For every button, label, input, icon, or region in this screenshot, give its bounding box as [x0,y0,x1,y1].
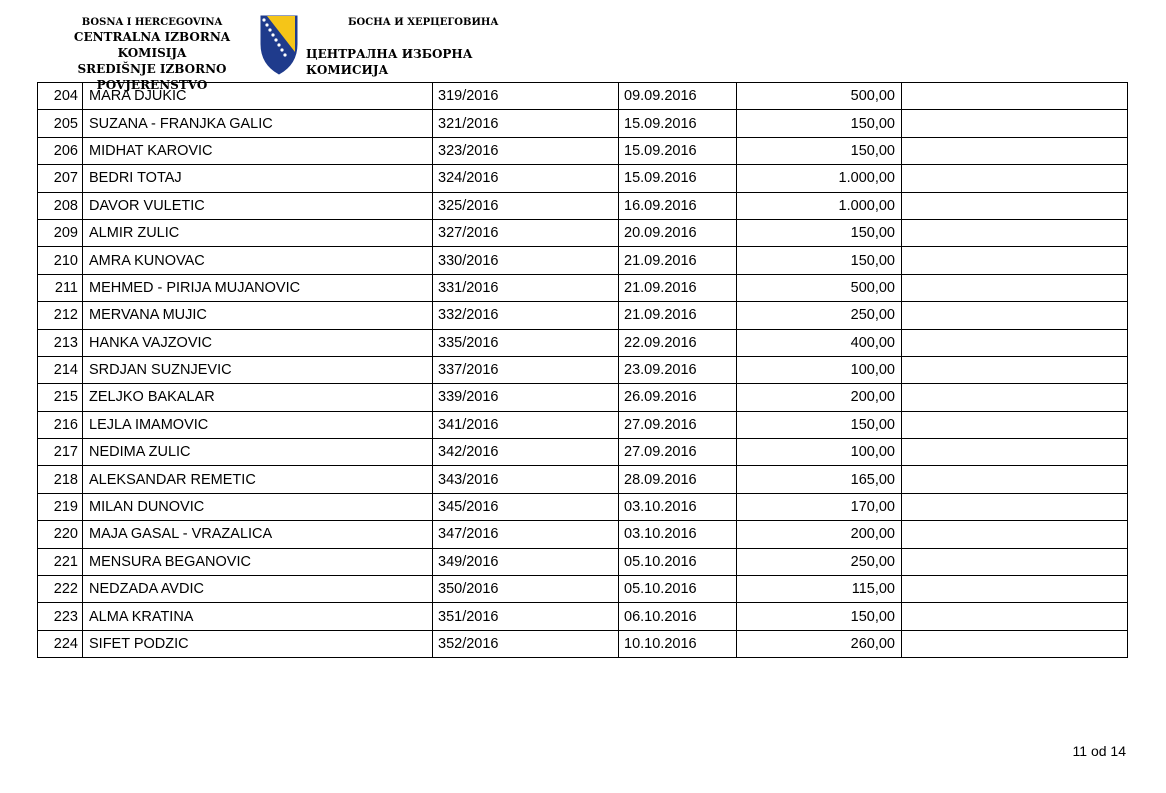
empty-cell [902,110,1128,137]
name-cell: MILAN DUNOVIC [83,493,433,520]
decision-number-cell: 324/2016 [433,165,619,192]
amount-cell: 260,00 [737,630,902,657]
empty-cell [902,603,1128,630]
date-cell: 27.09.2016 [619,411,737,438]
amount-cell: 500,00 [737,83,902,110]
table-row [38,356,1128,383]
empty-cell [902,329,1128,356]
amount-cell: 500,00 [737,274,902,301]
row-number-cell: 215 [38,384,83,411]
name-cell: SIFET PODZIC [83,630,433,657]
empty-cell [902,466,1128,493]
row-number-cell: 223 [38,603,83,630]
amount-cell: 100,00 [737,356,902,383]
amount-cell: 115,00 [737,576,902,603]
amount-cell: 200,00 [737,521,902,548]
decision-number-cell: 319/2016 [433,83,619,110]
empty-cell [902,137,1128,164]
amount-cell: 200,00 [737,384,902,411]
name-cell: ALMA KRATINA [83,603,433,630]
row-number-cell: 205 [38,110,83,137]
cyrillic-commission-name: ЦЕНТРАЛНА ИЗБОРНА КОМИСИЈА [306,47,473,77]
amount-cell: 150,00 [737,110,902,137]
amount-cell: 165,00 [737,466,902,493]
table-row [38,630,1128,657]
date-cell: 16.09.2016 [619,192,737,219]
table-row [38,411,1128,438]
empty-cell [902,548,1128,575]
date-cell: 21.09.2016 [619,247,737,274]
date-cell: 27.09.2016 [619,439,737,466]
row-number-cell: 212 [38,302,83,329]
decision-number-cell: 350/2016 [433,576,619,603]
table-row [38,302,1128,329]
table-row [38,110,1128,137]
table-row [38,521,1128,548]
empty-cell [902,219,1128,246]
row-number-cell: 216 [38,411,83,438]
table-row [38,274,1128,301]
decision-number-cell: 321/2016 [433,110,619,137]
name-cell: SRDJAN SUZNJEVIC [83,356,433,383]
date-cell: 03.10.2016 [619,521,737,548]
decision-number-cell: 323/2016 [433,137,619,164]
date-cell: 05.10.2016 [619,548,737,575]
row-number-cell: 217 [38,439,83,466]
table-row [38,384,1128,411]
empty-cell [902,411,1128,438]
amount-cell: 100,00 [737,439,902,466]
amount-cell: 150,00 [737,411,902,438]
empty-cell [902,83,1128,110]
document-header [0,0,1166,92]
empty-cell [902,192,1128,219]
row-number-cell: 220 [38,521,83,548]
empty-cell [902,274,1128,301]
cyrillic-country-name: БОСНА И ХЕРЦЕГОВИНА [348,17,499,28]
name-cell: SUZANA - FRANJKA GALIC [83,110,433,137]
empty-cell [902,439,1128,466]
date-cell: 22.09.2016 [619,329,737,356]
date-cell: 06.10.2016 [619,603,737,630]
decision-number-cell: 327/2016 [433,219,619,246]
decision-number-cell: 341/2016 [433,411,619,438]
name-cell: NEDZADA AVDIC [83,576,433,603]
table-row [38,165,1128,192]
name-cell: LEJLA IMAMOVIC [83,411,433,438]
name-cell: ALEKSANDAR REMETIC [83,466,433,493]
date-cell: 03.10.2016 [619,493,737,520]
decision-number-cell: 330/2016 [433,247,619,274]
date-cell: 28.09.2016 [619,466,737,493]
table-row [38,192,1128,219]
table-row [38,603,1128,630]
table-row [38,83,1128,110]
date-cell: 15.09.2016 [619,165,737,192]
table-row [38,548,1128,575]
decision-number-cell: 347/2016 [433,521,619,548]
decision-number-cell: 339/2016 [433,384,619,411]
row-number-cell: 211 [38,274,83,301]
decision-number-cell: 331/2016 [433,274,619,301]
latin-commission-name: CENTRALNA IZBORNA KOMISIJA [73,30,231,60]
date-cell: 21.09.2016 [619,274,737,301]
decision-number-cell: 335/2016 [433,329,619,356]
row-number-cell: 222 [38,576,83,603]
latin-commission-alt-name: SREDIŠNJE IZBORNO POVJERENSTVO [77,62,227,92]
table-row [38,247,1128,274]
name-cell: MAJA GASAL - VRAZALICA [83,521,433,548]
empty-cell [902,576,1128,603]
empty-cell [902,247,1128,274]
empty-cell [902,356,1128,383]
latin-country-name: BOSNA I HERCEGOVINA [81,17,223,28]
page-number: 11 od 14 [1072,743,1126,759]
name-cell: DAVOR VULETIC [83,192,433,219]
name-cell: BEDRI TOTAJ [83,165,433,192]
table-row [38,329,1128,356]
row-number-cell: 209 [38,219,83,246]
amount-cell: 250,00 [737,302,902,329]
date-cell: 23.09.2016 [619,356,737,383]
table-row [38,493,1128,520]
name-cell: MENSURA BEGANOVIC [83,548,433,575]
table-row [38,219,1128,246]
table-row [38,439,1128,466]
decision-number-cell: 342/2016 [433,439,619,466]
date-cell: 21.09.2016 [619,302,737,329]
fines-register-table [37,82,1128,658]
date-cell: 05.10.2016 [619,576,737,603]
amount-cell: 250,00 [737,548,902,575]
decision-number-cell: 325/2016 [433,192,619,219]
amount-cell: 150,00 [737,219,902,246]
fines-register-body [38,83,1128,658]
name-cell: MEHMED - PIRIJA MUJANOVIC [83,274,433,301]
cyrillic-header-block [300,16,540,78]
date-cell: 09.09.2016 [619,83,737,110]
decision-number-cell: 352/2016 [433,630,619,657]
row-number-cell: 213 [38,329,83,356]
date-cell: 26.09.2016 [619,384,737,411]
name-cell: HANKA VAJZOVIC [83,329,433,356]
name-cell: ALMIR ZULIC [83,219,433,246]
date-cell: 20.09.2016 [619,219,737,246]
table-row [38,576,1128,603]
row-number-cell: 210 [38,247,83,274]
amount-cell: 150,00 [737,137,902,164]
row-number-cell: 204 [38,83,83,110]
empty-cell [902,302,1128,329]
row-number-cell: 207 [38,165,83,192]
empty-cell [902,384,1128,411]
table-row [38,466,1128,493]
name-cell: MERVANA MUJIC [83,302,433,329]
amount-cell: 150,00 [737,603,902,630]
empty-cell [902,630,1128,657]
name-cell: AMRA KUNOVAC [83,247,433,274]
table-row [38,137,1128,164]
empty-cell [902,165,1128,192]
row-number-cell: 208 [38,192,83,219]
decision-number-cell: 345/2016 [433,493,619,520]
bih-coat-of-arms-icon [259,14,299,76]
row-number-cell: 218 [38,466,83,493]
row-number-cell: 224 [38,630,83,657]
name-cell: MIDHAT KAROVIC [83,137,433,164]
row-number-cell: 214 [38,356,83,383]
empty-cell [902,493,1128,520]
decision-number-cell: 332/2016 [433,302,619,329]
date-cell: 10.10.2016 [619,630,737,657]
date-cell: 15.09.2016 [619,137,737,164]
decision-number-cell: 351/2016 [433,603,619,630]
amount-cell: 400,00 [737,329,902,356]
row-number-cell: 219 [38,493,83,520]
amount-cell: 1.000,00 [737,165,902,192]
name-cell: NEDIMA ZULIC [83,439,433,466]
name-cell: MARA DJUKIC [83,83,433,110]
empty-cell [902,521,1128,548]
row-number-cell: 206 [38,137,83,164]
amount-cell: 170,00 [737,493,902,520]
name-cell: ZELJKO BAKALAR [83,384,433,411]
decision-number-cell: 343/2016 [433,466,619,493]
amount-cell: 150,00 [737,247,902,274]
date-cell: 15.09.2016 [619,110,737,137]
amount-cell: 1.000,00 [737,192,902,219]
decision-number-cell: 349/2016 [433,548,619,575]
decision-number-cell: 337/2016 [433,356,619,383]
row-number-cell: 221 [38,548,83,575]
